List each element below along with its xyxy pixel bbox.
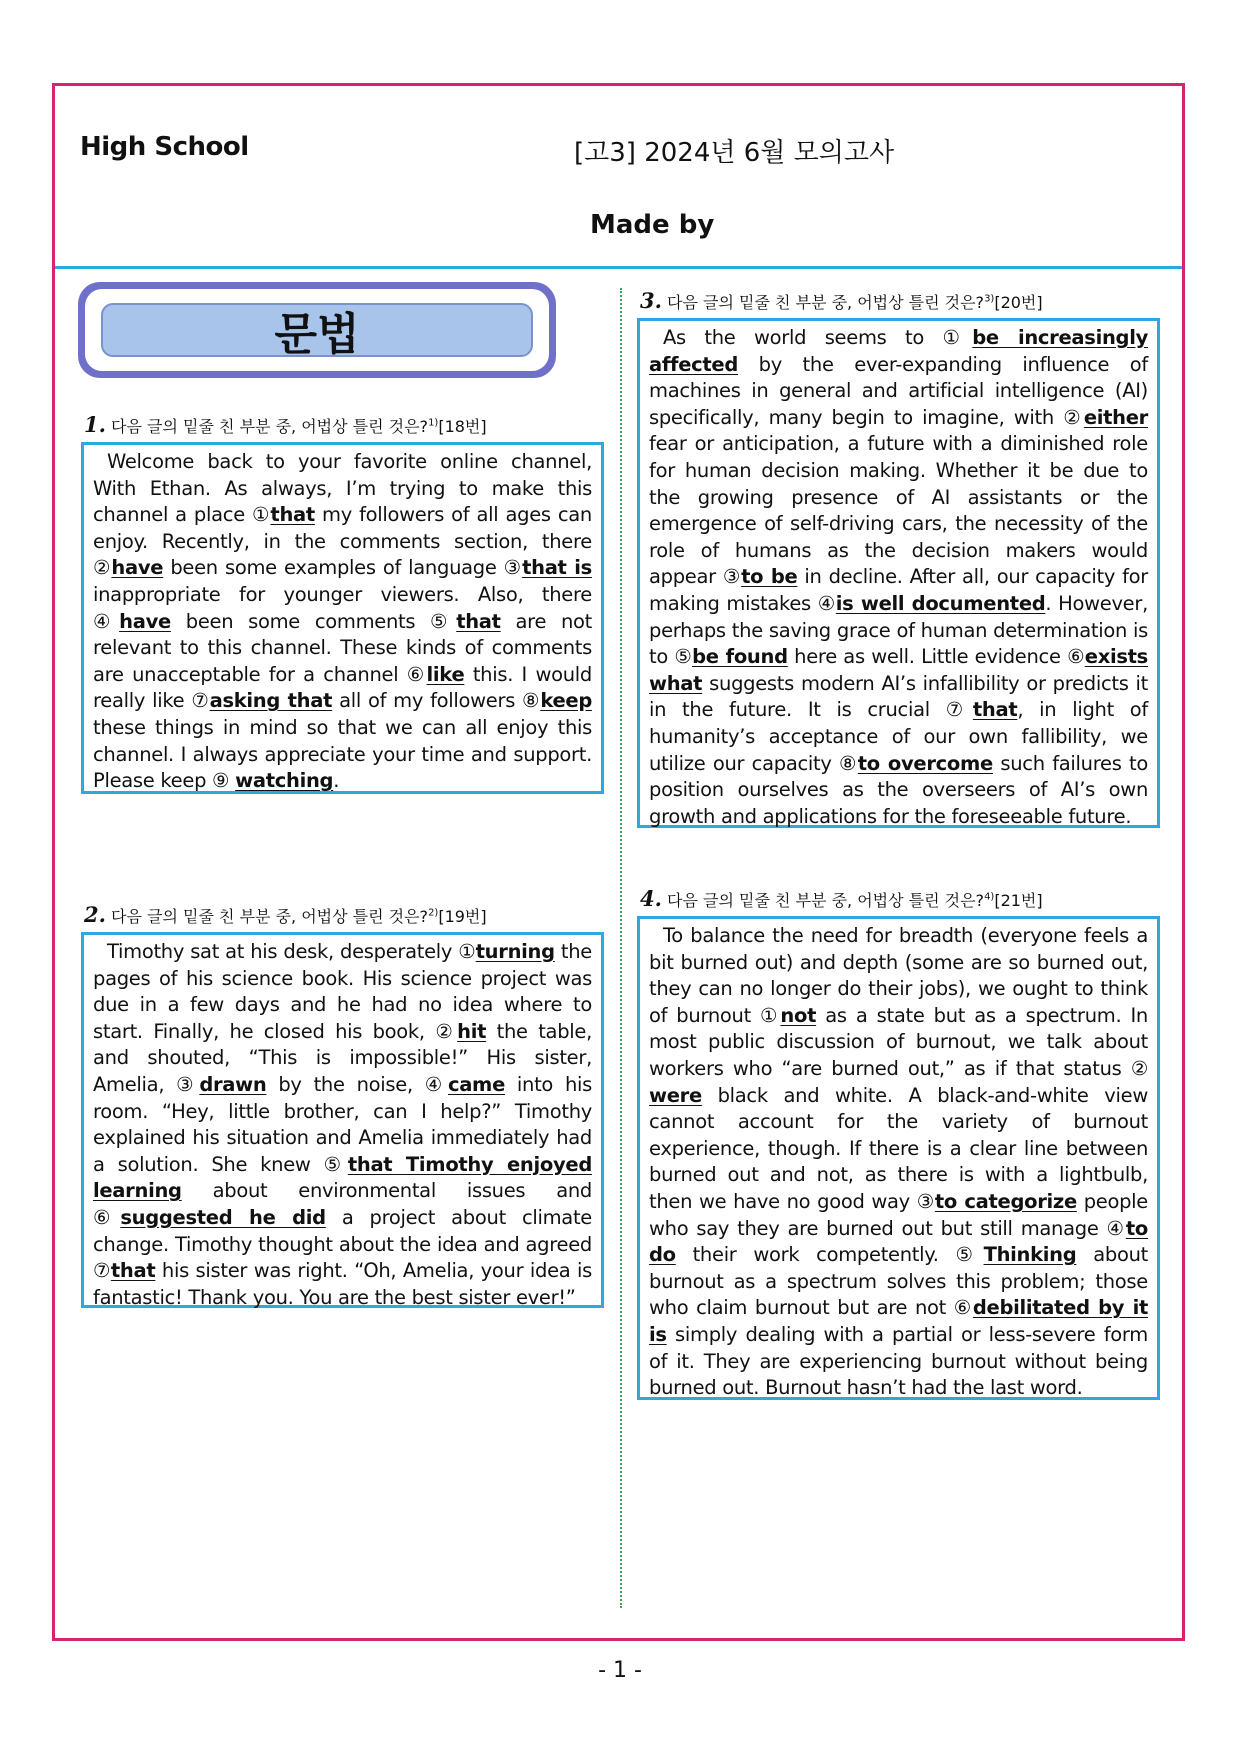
passage-text: simply dealing with a partial or less-severe form of it. They are experiencing burnout without being burned out. Burnout hasn’t had the last word. xyxy=(649,1322,1148,1400)
passage-text: these things in mind so that we can all enjoy this channel. I always appreciate your time and support. Please keep ⑨ xyxy=(93,715,592,793)
underlined-choice: have xyxy=(111,556,164,580)
underlined-choice: that is xyxy=(522,556,592,580)
footnote-marker: 4) xyxy=(984,891,995,903)
passage-text: a project about climate change. Timothy thought about the idea and agreed ⑦ xyxy=(93,1205,592,1283)
question-2-title xyxy=(84,902,487,927)
column-divider xyxy=(620,288,622,1608)
passage-text: by the noise, ④ xyxy=(266,1072,448,1096)
underlined-choice: to overcome xyxy=(857,751,993,775)
passage-text: . However, perhaps the saving grace of human determination is to ⑤ xyxy=(649,591,1148,669)
question-3-box xyxy=(637,318,1160,828)
question-prompt: 다음 글의 밑줄 친 부분 중, 어법상 틀린 것은? xyxy=(667,891,985,910)
footnote-marker: 2) xyxy=(428,907,439,919)
underlined-choice: that xyxy=(110,1259,156,1283)
passage-text: here as well. Little evidence ⑥ xyxy=(787,645,1085,669)
underlined-choice: to categorize xyxy=(934,1189,1077,1213)
passage-text: the pages of his science book. His science project was due in a few days and he had no idea where to start. Finally, he closed his book, ② xyxy=(93,940,592,1043)
passage-text: their work competently. ⑤ xyxy=(675,1243,984,1267)
underlined-choice: either xyxy=(1083,405,1148,429)
underlined-choice: Thinking xyxy=(983,1243,1077,1267)
passage xyxy=(93,449,592,795)
exam-title: [고3] 2024년 6월 모의고사 xyxy=(574,138,895,168)
underlined-choice: hit xyxy=(457,1019,487,1043)
question-number: 3. xyxy=(640,288,662,313)
school-name: High School xyxy=(80,132,249,162)
passage-text: Timothy sat at his desk, desperately ① xyxy=(107,940,476,963)
passage-text: suggests modern AI’s infallibility or predicts it in the future. It is crucial ⑦ xyxy=(649,671,1148,722)
underlined-choice: debilitated by it is xyxy=(649,1296,1148,1346)
passage-text: been some examples of language ③ xyxy=(163,556,523,580)
passage-text: Welcome back to your favorite online channel, With Ethan. As always, I’m trying to make this channel a place ① xyxy=(93,450,592,527)
question-ref: [19번] xyxy=(438,907,487,926)
passage-text: such failures to position ourselves as the overseers of AI’s own growth and applications for the foreseeable future. xyxy=(649,751,1148,828)
underlined-choice: be found xyxy=(692,645,788,669)
question-prompt: 다음 글의 밑줄 친 부분 중, 어법상 틀린 것은? xyxy=(667,293,985,312)
underlined-choice: turning xyxy=(475,940,555,963)
underlined-choice: keep xyxy=(540,689,592,713)
question-number: 4. xyxy=(640,886,662,911)
question-4-title xyxy=(640,886,1043,911)
underlined-choice: came xyxy=(447,1072,505,1096)
underlined-choice: that Timothy enjoyed learning xyxy=(93,1152,592,1203)
header-divider xyxy=(55,266,1182,269)
footnote-marker: 1) xyxy=(428,417,439,429)
passage-text: my followers of all ages can enjoy. Recently, in the comments section, there ② xyxy=(93,503,592,580)
passage xyxy=(93,939,592,1311)
underlined-choice: not xyxy=(780,1003,817,1027)
underlined-choice: that xyxy=(456,609,501,633)
passage-text: been some comments ⑤ xyxy=(170,609,457,633)
underlined-choice: asking that xyxy=(209,689,333,713)
passage-text: this. I would really like ⑦ xyxy=(93,662,592,713)
passage-text: in decline. After all, our capacity for making mistakes ④ xyxy=(649,565,1148,615)
question-number: 2. xyxy=(84,902,106,927)
passage xyxy=(649,923,1148,1402)
passage-text: . xyxy=(333,769,340,793)
question-1-box xyxy=(81,442,604,794)
passage-text: fear or anticipation, a future with a diminished role for human decision making. Whether it be due to the growing presence of AI assistants or the emergence of self-driving cars, the necessity of the role of humans as the decision makers would appear ③ xyxy=(649,432,1148,589)
passage-text: as a state but as a spectrum. In most public discussion of burnout, we talk about workers who “are burned out,” as if that status ② xyxy=(649,1003,1148,1080)
passage-text: the table, and shouted, “This is impossible!” His sister, Amelia, ③ xyxy=(93,1019,592,1096)
passage-text: by the ever-expanding influence of machines in general and artificial intelligence (AI) specifically, many begin to imagine, with ② xyxy=(649,352,1148,429)
underlined-choice: is well documented xyxy=(835,591,1046,615)
passage-text: about environmental issues and ⑥ xyxy=(93,1179,592,1229)
underlined-choice: exists what xyxy=(649,645,1148,695)
passage-text: inappropriate for younger viewers. Also, there ④ xyxy=(93,582,592,633)
made-by: Made by xyxy=(590,210,715,240)
underlined-choice: were xyxy=(649,1083,702,1107)
passage xyxy=(649,325,1148,830)
passage-text: his sister was right. “Oh, Amelia, your idea is fantastic! Thank you. You are the best sister ever!” xyxy=(93,1259,592,1309)
underlined-choice: to be xyxy=(741,565,798,589)
section-banner xyxy=(78,282,556,378)
passage-text: people who say they are burned out but still manage ④ xyxy=(649,1189,1148,1240)
question-3-title xyxy=(640,288,1043,313)
underlined-choice: that xyxy=(972,698,1018,722)
question-ref: [18번] xyxy=(438,417,487,436)
underlined-choice: watching xyxy=(235,769,334,793)
passage-text: To balance the need for breadth (everyone feels a bit burned out) and depth (some are so burned out, they can no longer do their jobs), we ought to think of burnout ① xyxy=(649,924,1148,1027)
passage-text: into his room. “Hey, little brother, can I help?” Timothy explained his situation and Amelia immediately had a solution. She knew ⑤ xyxy=(93,1072,592,1176)
underlined-choice: like xyxy=(426,662,465,686)
passage-text: about burnout as a spectrum solves this problem; those who claim burnout but are not ⑥ xyxy=(649,1243,1148,1320)
passage-text: , in light of humanity’s acceptance of our own fallibility, we utilize our capacity ⑧ xyxy=(649,698,1148,775)
question-ref: [21번] xyxy=(994,891,1043,910)
question-2-box xyxy=(81,932,604,1308)
underlined-choice: have xyxy=(119,609,171,633)
question-1-title xyxy=(84,412,487,437)
question-ref: [20번] xyxy=(994,293,1043,312)
underlined-choice: suggested he did xyxy=(120,1205,326,1229)
question-number: 1. xyxy=(84,412,106,437)
underlined-choice: to do xyxy=(649,1216,1148,1267)
passage-text: are not relevant to this channel. These kinds of comments are unacceptable for a channel ⑥ xyxy=(93,609,593,686)
underlined-choice: that xyxy=(270,503,315,527)
footnote-marker: 3) xyxy=(984,293,995,305)
page-number: - 1 - xyxy=(598,1658,642,1683)
passage-text: all of my followers ⑧ xyxy=(332,689,541,713)
underlined-choice: drawn xyxy=(199,1072,267,1096)
underlined-choice: be increasingly affected xyxy=(649,326,1148,376)
question-4-box xyxy=(637,916,1160,1400)
passage-text: black and white. A black-and-white view cannot account for the variety of burnout experience, though. If there is a clear line between burned out and not, as there is with a lightbulb, then we have no good way ③ xyxy=(649,1083,1148,1213)
passage-text: As the world seems to ① xyxy=(663,326,973,349)
section-title: 문법 xyxy=(101,303,533,357)
question-prompt: 다음 글의 밑줄 친 부분 중, 어법상 틀린 것은? xyxy=(111,417,429,436)
question-prompt: 다음 글의 밑줄 친 부분 중, 어법상 틀린 것은? xyxy=(111,907,429,926)
